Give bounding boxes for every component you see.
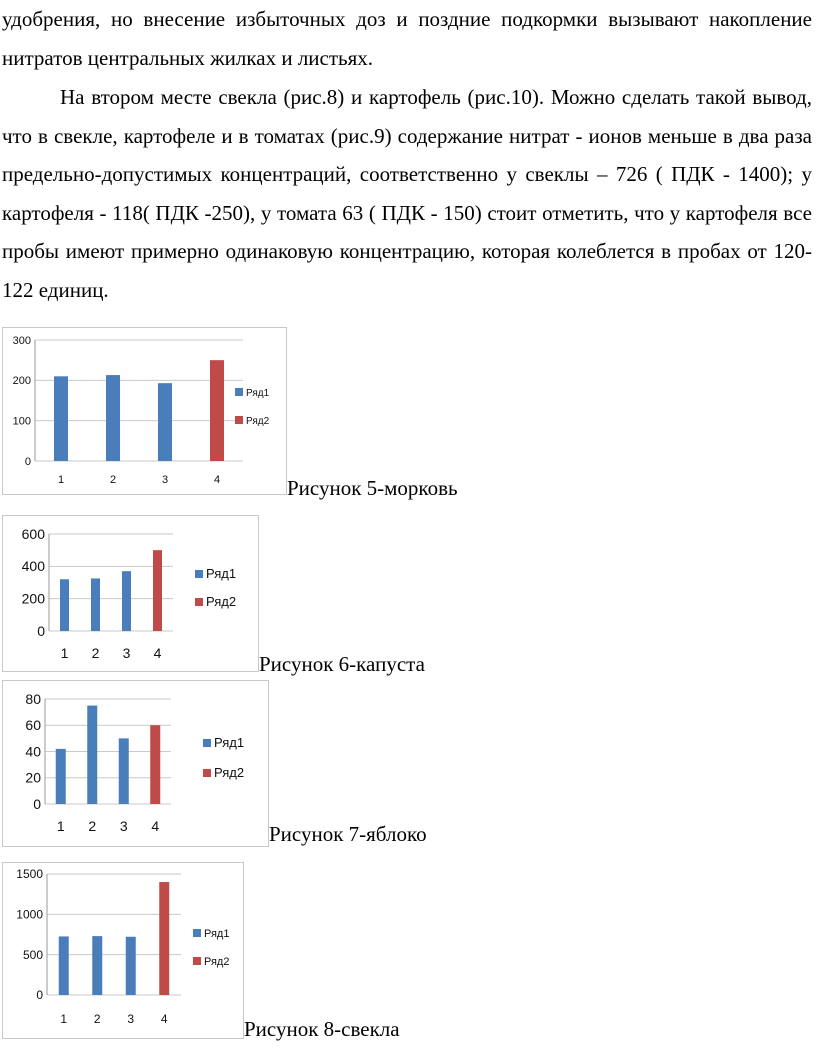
- bar-series-1-cat-3: [122, 571, 131, 631]
- x-tick-label: 4: [151, 818, 160, 834]
- y-tick-label: 20: [25, 769, 41, 786]
- y-tick-label: 1500: [16, 867, 43, 882]
- x-tick-label: 3: [119, 818, 128, 834]
- legend-swatch: [235, 416, 243, 424]
- y-tick-label: 80: [25, 690, 41, 707]
- caption-figure-8: Рисунок 8-свекла: [244, 1017, 400, 1041]
- bar-series-2-cat-4: [210, 360, 224, 461]
- x-tick-label: 3: [127, 1012, 135, 1026]
- x-tick-label: 2: [88, 818, 97, 834]
- x-tick-label: 1: [60, 1012, 68, 1026]
- y-tick-label: 400: [21, 558, 45, 575]
- x-tick-label: 1: [56, 818, 65, 834]
- x-tick-label: 3: [122, 645, 131, 661]
- y-tick-label: 600: [21, 525, 45, 542]
- legend-swatch: [195, 598, 203, 606]
- paragraph-2: На втором месте свекла (рис.8) и картофель (рис.10). Можно сделать такой вывод, что в свекле, картофеле и в томатах (рис.9) содержание нитрат - ионов меньше в два раза предельно-допустимых концентраций, соответственно у свеклы – 726 ( ПДК - 1400); у картофеля - 118( ПДК -250), у томата 63 ( ПДК - 150) стоит отметить, что у картофеля все пробы имеют примерно одинаковую концентрацию, которая колеблется в пробах от 120- 122 единиц.: [2, 85, 812, 302]
- y-tick-label: 200: [21, 590, 45, 607]
- bar-series-2-cat-4: [153, 550, 162, 631]
- y-tick-label: 500: [22, 947, 43, 962]
- legend-label: Ряд1: [246, 388, 270, 399]
- bar-series-2-cat-4: [150, 725, 160, 804]
- bar-series-1-cat-1: [59, 936, 69, 995]
- legend-label: Ряд2: [206, 594, 237, 609]
- bar-series-1-cat-1: [54, 376, 68, 461]
- y-tick-label: 100: [12, 415, 31, 428]
- bar-series-1-cat-2: [106, 375, 120, 461]
- chart-beet-svg: [3, 863, 243, 1038]
- chart-carrot: [2, 327, 287, 495]
- y-tick-label: 1000: [16, 907, 43, 922]
- y-tick-label: 0: [36, 988, 43, 1003]
- y-tick-label: 300: [12, 334, 31, 347]
- legend-swatch: [203, 739, 211, 747]
- y-tick-label: 60: [25, 717, 41, 734]
- bar-series-1-cat-2: [87, 706, 97, 804]
- bar-series-1-cat-3: [126, 937, 136, 995]
- bar-series-1-cat-3: [119, 738, 129, 804]
- x-tick-label: 2: [93, 1012, 101, 1026]
- x-tick-label: 1: [60, 645, 69, 661]
- legend-swatch: [193, 957, 201, 965]
- chart-apple: [2, 680, 269, 847]
- legend-label: Ряд2: [214, 765, 245, 780]
- bar-series-1-cat-2: [91, 578, 100, 631]
- legend-label: Ряд2: [246, 416, 270, 427]
- legend-label: Ряд2: [204, 956, 230, 968]
- chart-carrot-svg: [3, 328, 286, 494]
- legend-swatch: [195, 570, 203, 578]
- bar-series-1-cat-3: [158, 383, 172, 461]
- chart-cabbage: [2, 515, 259, 672]
- caption-figure-5: Рисунок 5-морковь: [287, 476, 458, 500]
- x-tick-label: 2: [109, 474, 117, 486]
- caption-figure-7: Рисунок 7-яблоко: [269, 822, 427, 846]
- x-tick-label: 4: [153, 645, 162, 661]
- y-tick-label: 200: [12, 375, 31, 388]
- legend-label: Ряд1: [204, 928, 230, 940]
- x-tick-label: 3: [161, 474, 169, 486]
- legend-swatch: [193, 929, 201, 937]
- paragraph-1: удобрения, но внесение избыточных доз и поздние подкормки вызывают накопление нитратов центральных жилках и листьях.: [2, 7, 812, 70]
- y-tick-label: 0: [37, 622, 45, 639]
- y-tick-label: 40: [25, 743, 41, 760]
- legend-swatch: [235, 388, 243, 396]
- x-tick-label: 1: [57, 474, 65, 486]
- caption-figure-6: Рисунок 6-капуста: [259, 652, 425, 676]
- chart-cabbage-svg: [3, 516, 258, 671]
- x-tick-label: 4: [213, 474, 221, 486]
- bar-series-1-cat-1: [56, 749, 66, 804]
- legend-label: Ряд1: [214, 735, 245, 750]
- legend-swatch: [203, 769, 211, 777]
- y-tick-label: 0: [33, 795, 41, 812]
- y-tick-label: 0: [24, 455, 31, 468]
- bar-series-1-cat-2: [92, 936, 102, 995]
- bar-series-1-cat-1: [60, 579, 69, 631]
- legend-label: Ряд1: [206, 566, 237, 581]
- x-tick-label: 2: [91, 645, 100, 661]
- x-tick-label: 4: [160, 1012, 168, 1026]
- bar-series-2-cat-4: [159, 882, 169, 995]
- chart-apple-svg: [3, 681, 268, 846]
- chart-beet: [2, 862, 244, 1039]
